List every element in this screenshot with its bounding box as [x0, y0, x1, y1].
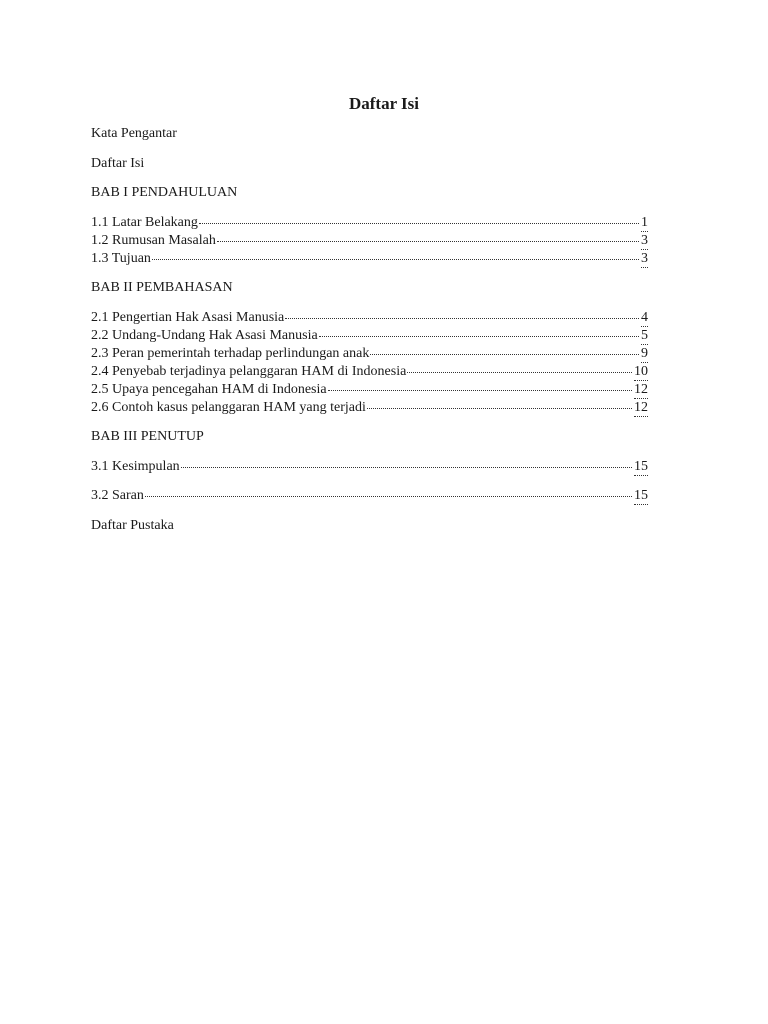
- toc-daftar-isi: Daftar Isi: [91, 156, 145, 171]
- chapter-heading-bab3: BAB III PENUTUP: [91, 429, 204, 444]
- dot-leader: [407, 372, 632, 373]
- chapter-heading-bab2: BAB II PEMBAHASAN: [91, 280, 233, 295]
- dot-leader: [370, 354, 639, 355]
- toc-entry-page: 15: [634, 488, 648, 503]
- toc-entry: [91, 487, 648, 504]
- toc-entry-label: 3.2 Saran: [91, 488, 144, 503]
- dot-leader: [319, 336, 639, 337]
- toc-entry-label: 2.4 Penyebab terjadinya pelanggaran HAM di Indonesia: [91, 364, 407, 379]
- toc-entry-label: 1.1 Latar Belakang: [91, 215, 198, 230]
- toc-entry: [91, 327, 648, 344]
- toc-entry-label: 2.2 Undang-Undang Hak Asasi Manusia: [91, 328, 318, 343]
- toc-entry-page: 10: [634, 364, 648, 379]
- toc-entry-page: 1: [641, 215, 648, 230]
- toc-entry-page: 15: [634, 459, 648, 474]
- toc-entry-label: 2.3 Peran pemerintah terhadap perlindungan anak: [91, 346, 370, 361]
- toc-kata-pengantar: Kata Pengantar: [91, 126, 177, 141]
- toc-entry: [91, 363, 648, 380]
- toc-daftar-pustaka: Daftar Pustaka: [91, 518, 174, 533]
- toc-entry-page: 5: [641, 328, 648, 343]
- dot-leader: [199, 223, 639, 224]
- toc-entry: [91, 232, 648, 249]
- dot-leader: [285, 318, 639, 319]
- toc-entry-page: 12: [634, 400, 648, 415]
- dot-leader: [217, 241, 639, 242]
- toc-entry: [91, 399, 648, 416]
- toc-entry-page: 12: [634, 382, 648, 397]
- dot-leader: [181, 467, 632, 468]
- toc-entry-label: 3.1 Kesimpulan: [91, 459, 180, 474]
- dot-leader: [152, 259, 639, 260]
- toc-entry: [91, 214, 648, 231]
- toc-entry-label: 1.2 Rumusan Masalah: [91, 233, 216, 248]
- toc-entry-label: 2.5 Upaya pencegahan HAM di Indonesia: [91, 382, 327, 397]
- toc-entry-page: 3: [641, 233, 648, 248]
- toc-entry: [91, 345, 648, 362]
- toc-entry-label: 2.6 Contoh kasus pelanggaran HAM yang terjadi: [91, 400, 366, 415]
- toc-entry-page: 3: [641, 251, 648, 266]
- toc-entry: [91, 381, 648, 398]
- chapter-heading-bab1: BAB I PENDAHULUAN: [91, 185, 238, 200]
- dot-leader: [328, 390, 632, 391]
- toc-entry-page: 4: [641, 310, 648, 325]
- dot-leader: [367, 408, 632, 409]
- toc-entry-page: 9: [641, 346, 648, 361]
- page-title: Daftar Isi: [348, 94, 420, 113]
- dot-leader: [145, 496, 632, 497]
- toc-entry: [91, 309, 648, 326]
- toc-entry-label: 2.1 Pengertian Hak Asasi Manusia: [91, 310, 285, 325]
- toc-entry-label: 1.3 Tujuan: [91, 251, 151, 266]
- toc-entry: [91, 458, 648, 475]
- toc-entry: [91, 250, 648, 267]
